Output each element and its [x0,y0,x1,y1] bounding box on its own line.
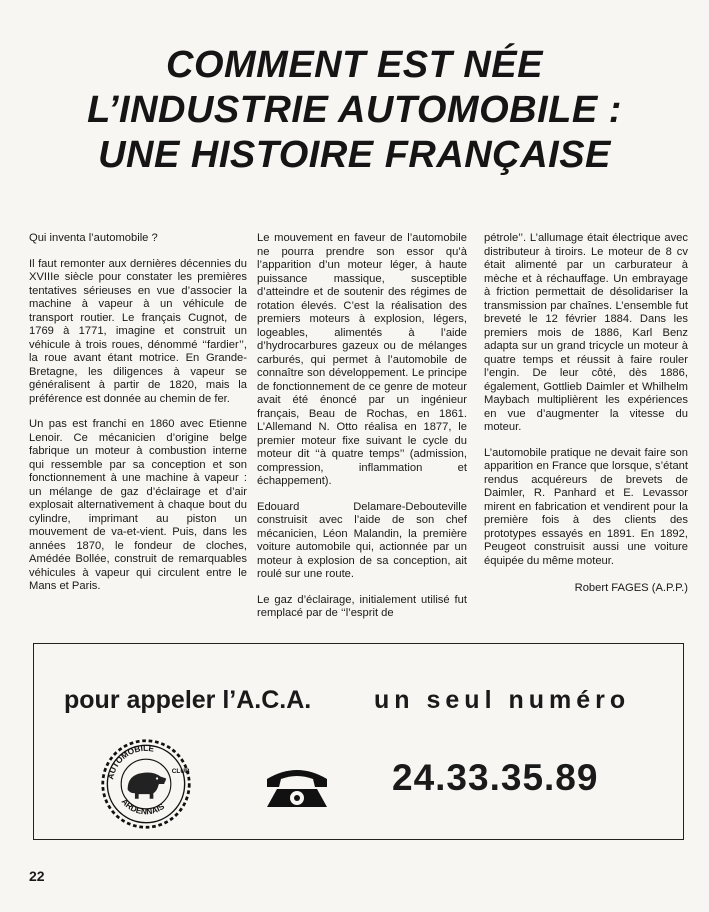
article-column-2 [257,232,467,633]
page-number: 22 [29,868,45,884]
advert-heading-right: un seul numéro [374,686,631,714]
paragraph: Qui inventa l’automobile ? [29,232,158,244]
paragraph: pétrole’’. L’allumage était électrique avec distributeur à tiroirs. Le moteur de 8 cv était alimenté par un carburateur à mèche et à réchauffage. Un embrayage à friction permettait de désolidariser la transmission par chaînes. L’ensemble fut breveté le 12 février 1884. Dans les premiers mois de 1886, Karl Benz adapta sur un grand tricycle un moteur à quatre temps et réussit à faire rouler l’engin. De leur côté, dès 1886, également, Gottlieb Daimler et Whilhelm Maybach multiplièrent les expériences en vue d’augmenter la vitesse du moteur. [484,232,688,433]
boar-icon [128,773,169,799]
article-title [0,43,709,178]
logo-text-right: CLUB [171,767,190,775]
author-signature: Robert FAGES (A.P.P.) [574,582,688,594]
phone-number: 24.33.35.89 [392,757,599,798]
advert-heading-left: pour appeler l’A.C.A. [64,686,312,714]
paragraph: Le gaz d’éclairage, initialement utilisé fut remplacé par de ‘‘l’esprit de [257,593,467,619]
aca-advert-box [33,643,684,840]
title-line-2: L’INDUSTRIE AUTOMOBILE : [87,89,622,131]
article-column-1 [29,232,247,606]
article-column-3 [484,232,688,608]
svg-text:ARDENNAIS [120,797,167,816]
paragraph: Le mouvement en faveur de l’automobile ne pourra prendre son essor qu’à l’apparition d’un moteur léger, à haute puissance massique, susceptible d’atteindre et de soutenir des régimes de rotation élevés. C’est la réalisation des premiers moteurs à explosion, légers, logeables, alimentés à l’aide d’hydrocarbures gazeux ou de mélanges carburés, qui permet à l’automobile de connaître son développement. Le principe de fonctionnement de ce genre de moteur avait été énoncé par un ingénieur français, Beau de Rochas, en 1861. L’Allemand N. Otto réalisa en 1877, le premier moteur fixe suivant le cycle du moteur dit ‘‘à quatre temps’’ (admission, compression, inflammation et échappement). [257,232,467,487]
title-line-3: UNE HISTOIRE FRANÇAISE [98,134,611,176]
paragraph: Il faut remonter aux dernières décennies du XVIIIe siècle pour constater les premières tentatives sérieuses en vue d’associer la machine à vapeur à un véhicule de transport routier. Le français Cugnot, de 1769 à 1771, imagine et construit un véhicule à trois roues, dénommé ‘‘fardier’’, la roue avant étant motrice. En Grande-Bretagne, les diligences à vapeur se généralisent à partir de 1820, mais la préférence est donnée au chemin de fer. [29,257,247,405]
logo-text-top: AUTOMOBILE [106,743,155,781]
paragraph: L’automobile pratique ne devait faire son apparition en France que lorsque, s’étant rendus acquéreurs de brevets de Daimler, R. Panhard et E. Levassor mirent en fabrication et vendirent pour la première fois à des clients des prototypes essayés en 1891. En 1892, Peugeot construisit aussi une voiture équipée du même moteur. [484,446,688,567]
telephone-icon [261,759,333,811]
paragraph: Un pas est franchi en 1860 avec Etienne Lenoir. Ce mécanicien d’origine belge fabrique un moteur à combustion interne qui ressemble par sa conception et son fonctionnement à une machine à vapeur : un mélange de gaz d’éclairage et d’air explosait alternativement à chaque bout du cylindre, imprimant au piston un mouvement de va-et-vient. Puis, dans les années 1870, le fondeur de cloches, Amédée Bollée, construit de remarquables véhicules à vapeur qui circulent entre le Mans et Paris. [29,418,247,592]
logo-text-bottom: ARDENNAIS [119,797,167,817]
club-logo-boar [100,738,192,830]
title-line-1: COMMENT EST NÉE [166,44,543,86]
paragraph: Edouard Delamare-Debouteville construisit avec l’aide de son chef mécanicien, Léon Malandin, la première voiture automobile qui, actionnée par un moteur à explosion de sa conception, ait roulé sur une route. [257,500,467,580]
